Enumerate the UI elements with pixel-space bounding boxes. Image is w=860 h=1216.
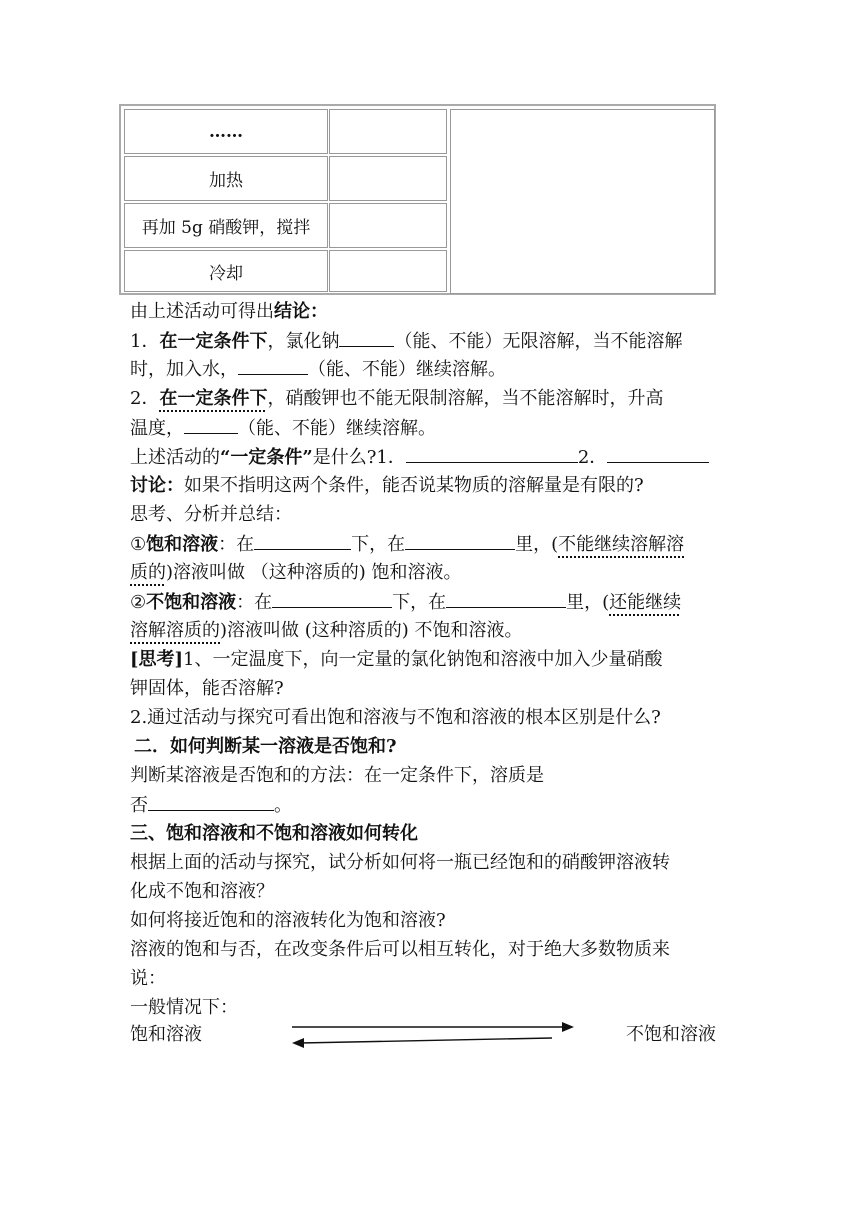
unsaturated-definition-cont: 溶解溶质的)溶液叫做 (这种溶质的) 不饱和溶液。 (130, 620, 523, 641)
section-3-title: 三、饱和溶液和不饱和溶液如何转化 (130, 823, 418, 844)
section-3-p1: 根据上面的活动与探究，试分析如何将一瓶已经饱和的硝酸钾溶液转 (130, 852, 670, 873)
experiment-table (119, 104, 716, 295)
conditions-question: 上述活动的“一定条件”是什么?1． 2． (130, 444, 709, 471)
blank[interactable] (272, 589, 392, 608)
table-cell-op: …… (124, 109, 328, 154)
conclusion-intro: 由上述活动可得出结论： (130, 301, 328, 322)
conclusion-point-1-cont: 时，加入水， （能、不能）继续溶解。 (130, 356, 506, 383)
conclusion-point-2: 2．在一定条件下，硝酸钾也不能无限制溶解，当不能溶解时，升高 (130, 388, 664, 409)
section-3-p3: 溶液的饱和与否，在改变条件后可以相互转化，对于绝大多数物质来 (130, 939, 670, 960)
section-3-p3-cont: 说： (130, 968, 166, 989)
table-cell-op: 再加 5g 硝酸钾，搅拌 (124, 203, 328, 248)
section-2-text: 判断某溶液是否饱和的方法：在一定条件下，溶质是 (130, 765, 544, 786)
table-cell-observation (450, 109, 715, 294)
think-question-1: [思考]1、一定温度下，向一定量的氯化钠饱和溶液中加入少量硝酸 (130, 649, 663, 670)
conclusion-point-2-cont: 温度， （能、不能）继续溶解。 (130, 415, 436, 442)
think-question-2: 2.通过活动与探究可看出饱和溶液与不饱和溶液的根本区别是什么? (130, 707, 661, 728)
conclusion-point-1: 1．在一定条件下，氯化钠 （能、不能）无限溶解，当不能溶解 (130, 328, 682, 355)
conversion-arrows (288, 1018, 580, 1052)
table-cell-op: 加热 (124, 156, 328, 201)
discussion: 讨论：如果不指明这两个条件，能否说某物质的溶解量是有限的? (130, 475, 644, 496)
blank[interactable] (238, 356, 308, 375)
section-3-p1-cont: 化成不饱和溶液？ (130, 881, 274, 902)
table-cell-result (329, 156, 447, 201)
blank[interactable] (148, 792, 274, 811)
blank[interactable] (607, 444, 709, 463)
unsaturated-definition: ②不饱和溶液：在 下，在 里，(还能继续 (130, 589, 681, 616)
saturated-definition: ①饱和溶液：在 下，在 里，(不能继续溶解溶 (130, 531, 684, 558)
section-2-title: 二．如何判断某一溶液是否饱和? (134, 736, 397, 757)
blank[interactable] (446, 589, 566, 608)
think-question-1-cont: 钾固体，能否溶解? (130, 678, 284, 699)
table-cell-result (329, 250, 447, 292)
blank[interactable] (406, 444, 578, 463)
backward-arrow-line (300, 1038, 552, 1043)
saturated-definition-cont: 质的)溶液叫做 （这种溶质的) 饱和溶液。 (130, 562, 462, 583)
section-3-p4: 一般情况下： (130, 997, 238, 1018)
section-3-p2: 如何将接近饱和的溶液转化为饱和溶液? (130, 910, 446, 931)
backward-arrowhead (292, 1038, 304, 1048)
conversion-right-label: 不饱和溶液 (626, 1024, 716, 1045)
table-cell-result (329, 109, 447, 154)
think-summarize: 思考、分析并总结： (130, 504, 292, 525)
table-cell-result (329, 203, 447, 248)
blank[interactable] (339, 328, 394, 347)
forward-arrowhead (562, 1022, 574, 1032)
table-cell-op: 冷却 (124, 250, 328, 292)
blank[interactable] (184, 415, 238, 434)
blank[interactable] (405, 531, 515, 550)
blank[interactable] (254, 531, 351, 550)
conversion-left-label: 饱和溶液 (130, 1024, 202, 1045)
section-2-text-cont: 否 。 (130, 792, 292, 819)
